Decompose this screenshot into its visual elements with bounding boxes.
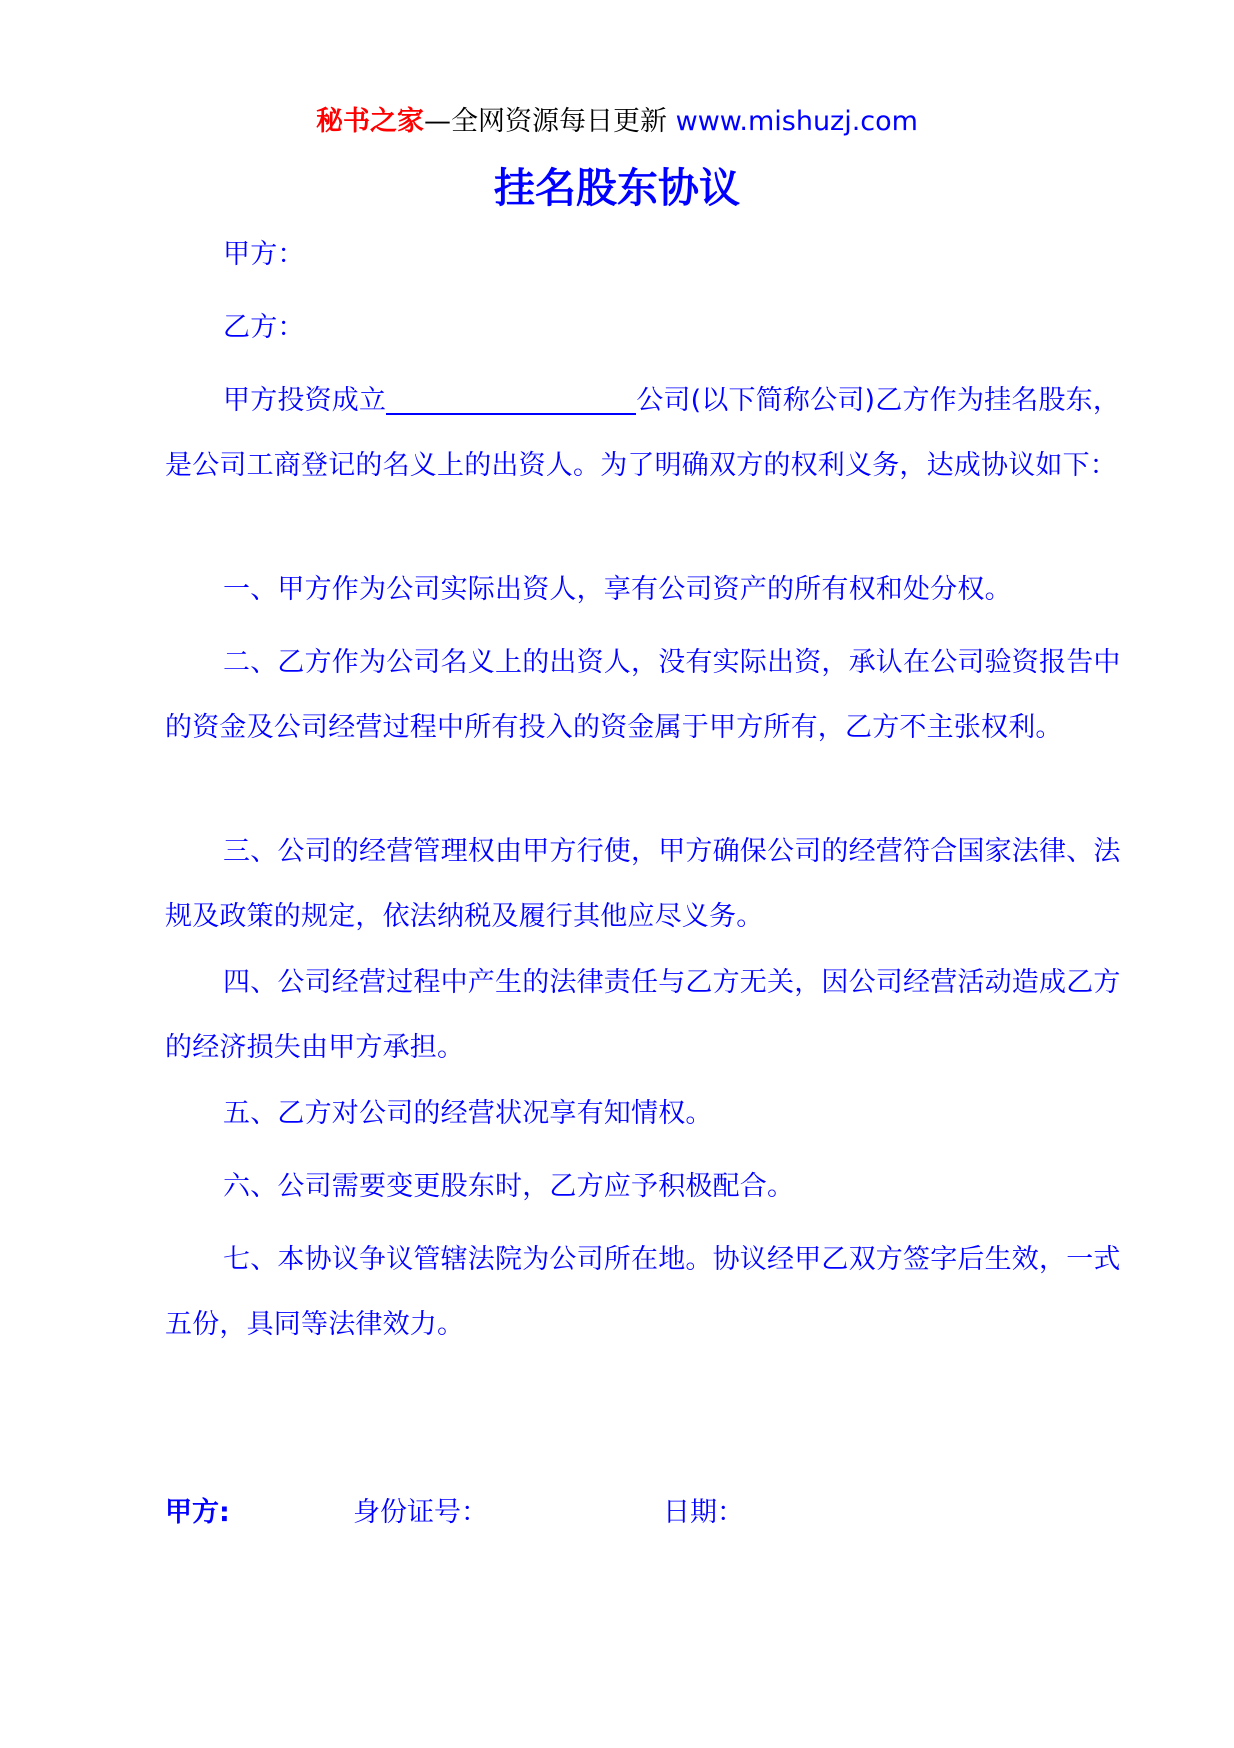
company-name-blank xyxy=(386,383,636,415)
signature-row xyxy=(165,1488,1122,1538)
site-header xyxy=(0,102,1234,142)
id-number-label: 身份证号： xyxy=(353,1497,488,1528)
clause-4: 四、公司经营过程中产生的法律责任与乙方无关，因公司经营活动造成乙方的经济损失由甲方承担。 xyxy=(165,967,1121,1063)
clause-5: 五、乙方对公司的经营状况享有知情权。 xyxy=(223,1098,713,1129)
clause-3: 三、公司的经营管理权由甲方行使，甲方确保公司的经营符合国家法律、法规及政策的规定，依法纳税及履行其他应尽义务。 xyxy=(165,836,1121,932)
party-b-line: 乙方： xyxy=(223,312,305,343)
clause-1: 一、甲方作为公司实际出资人，享有公司资产的所有权和处分权。 xyxy=(223,574,1012,605)
party-a-line: 甲方： xyxy=(223,239,305,270)
signature-party-label: 甲方: xyxy=(165,1497,230,1528)
brand-name: 秘书之家 xyxy=(316,106,425,137)
intro-text-start: 甲方投资成立 xyxy=(223,385,387,416)
document-title: 挂名股东协议 xyxy=(494,164,740,212)
intro-text-end: 公司(以下简称公司)乙方作为挂名股东，是公司工商登记的名义上的出资人。为了明确双方的权利义务，达成协议如下： xyxy=(165,385,1121,481)
date-label: 日期： xyxy=(663,1497,744,1528)
clause-2: 二、乙方作为公司名义上的出资人，没有实际出资，承认在公司验资报告中的资金及公司经营过程中所有投入的资金属于甲方所有，乙方不主张权利。 xyxy=(165,647,1121,743)
site-url-link[interactable]: www.mishuzj.com xyxy=(675,106,918,137)
clause-7: 七、本协议争议管辖法院为公司所在地。协议经甲乙双方签字后生效，一式五份，具同等法律效力。 xyxy=(165,1244,1121,1340)
clause-6: 六、公司需要变更股东时，乙方应予积极配合。 xyxy=(223,1171,795,1202)
header-tagline: —全网资源每日更新 xyxy=(424,106,668,137)
intro-paragraph xyxy=(165,368,1122,498)
